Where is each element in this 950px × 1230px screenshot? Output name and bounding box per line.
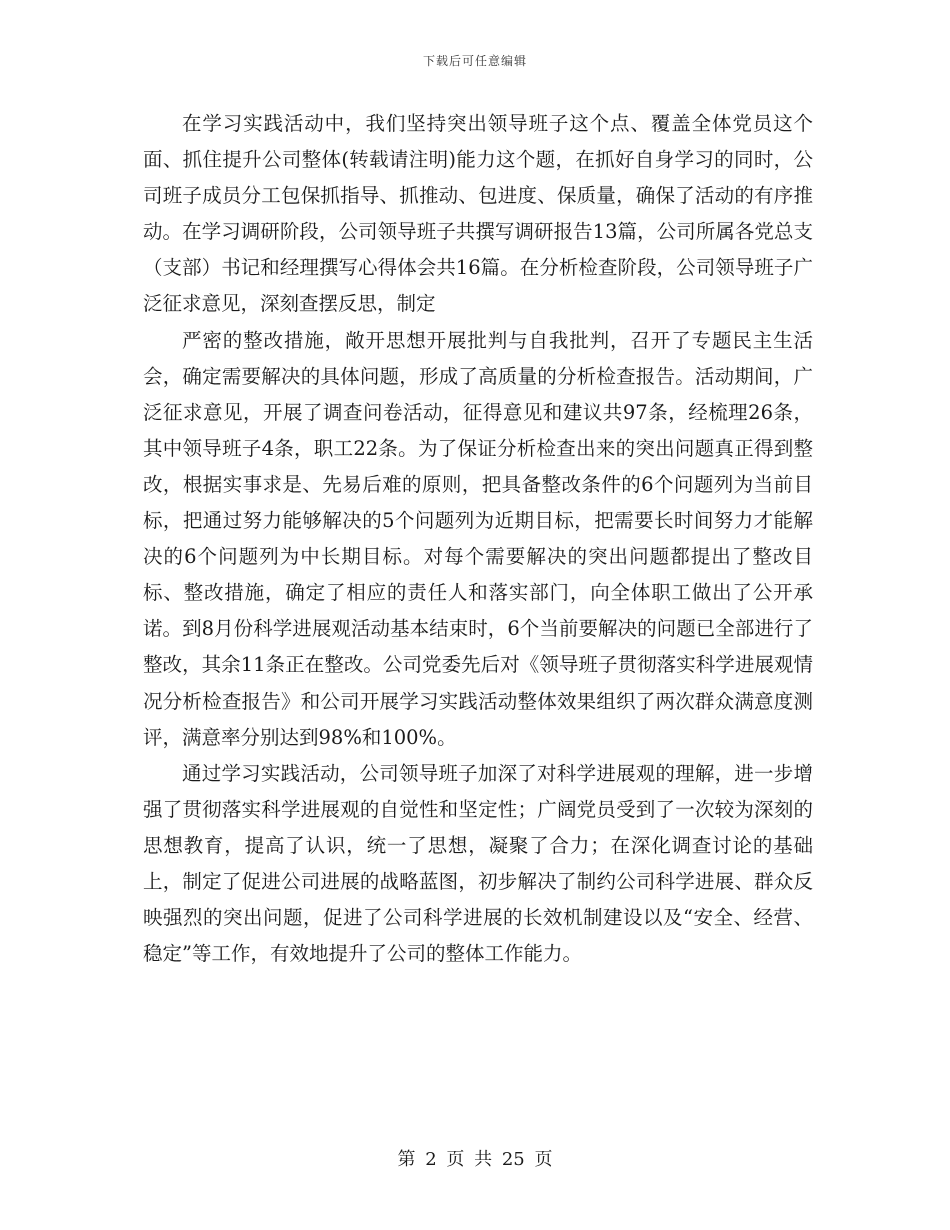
paragraph-2: 严密的整改措施，敞开思想开展批判与自我批判，召开了专题民主生活会，确定需要解决的具体问题，形成了高质量的分析检查报告。活动期间，广泛征求意见，开展了调查问卷活动，征得意见和建议共97条，经梳理26条，其中领导班子4条，职工22条。为了保证分析检查出来的突出问题真正得到整改，根据实事求是、先易后难的原则，把具备整改条件的6个问题列为当前目标，把通过努力能够解决的5个问题列为近期目标，把需要长时间努力才能解决的6个问题列为中长期目标。对每个需要解决的突出问题都提出了整改目标、整改措施，确定了相应的责任人和落实部门，向全体职工做出了公开承诺。到8月份科学进展观活动基本结束时，6个当前要解决的问题已全部进行了整改，其余11条正在整改。公司党委先后对《领导班子贯彻落实科学进展观情况分析检查报告》和公司开展学习实践活动整体效果组织了两次群众满意度测评，满意率分别达到98%和100%。 bbox=[143, 328, 813, 749]
document-body bbox=[143, 106, 813, 972]
page-header: 下载后可任意编辑 bbox=[422, 54, 527, 68]
paragraph-3: 通过学习实践活动，公司领导班子加深了对科学进展观的理解，进一步增强了贯彻落实科学进展观的自觉性和坚定性；广阔党员受到了一次较为深刻的思想教育，提高了认识，统一了思想，凝聚了合力；在深化调查讨论的基础上，制定了促进公司进展的战略蓝图，初步解决了制约公司科学进展、群众反映强烈的突出问题，促进了公司科学进展的长效机制建设以及“安全、经营、稳定”等工作，有效地提升了公司的整体工作能力。 bbox=[143, 761, 813, 966]
paragraph-1: 在学习实践活动中，我们坚持突出领导班子这个点、覆盖全体党员这个面、抓住提升公司整体(转载请注明)能力这个题，在抓好自身学习的同时，公司班子成员分工包保抓指导、抓推动、包进度、保质量，确保了活动的有序推动。在学习调研阶段，公司领导班子共撰写调研报告13篇，公司所属各党总支（支部）书记和经理撰写心得体会共16篇。在分析检查阶段，公司领导班子广泛征求意见，深刻查摆反思，制定 bbox=[143, 112, 813, 316]
page-number: 第 2 页 共 25 页 bbox=[397, 1149, 553, 1170]
